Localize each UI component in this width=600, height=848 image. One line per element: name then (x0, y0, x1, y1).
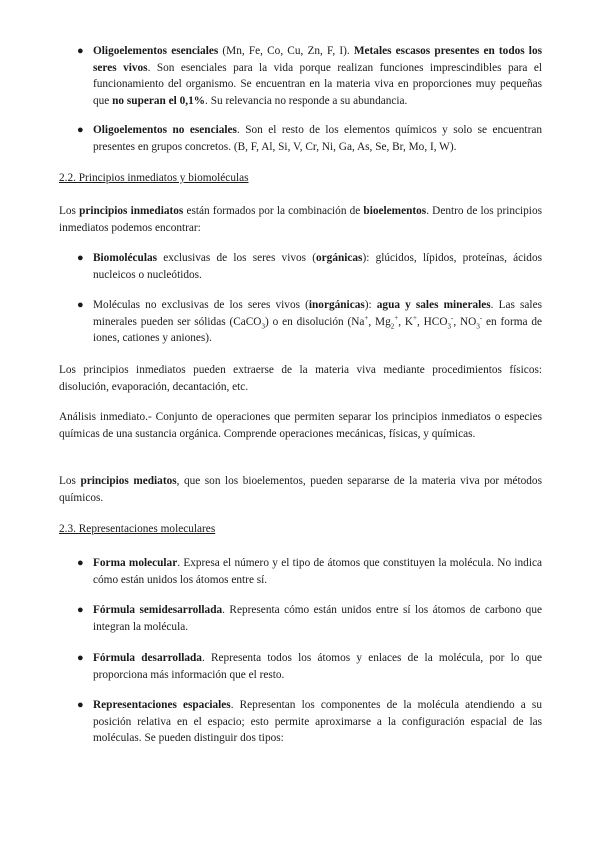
section-heading-2-3: 2.3. Representaciones moleculares (59, 523, 216, 535)
bullet-icon: ● (77, 45, 84, 57)
paragraph-intro-principios: Los principios inmediatos están formados por la combinación de bioelementos. Dentro de los principios inmediatos podemos encontrar: (59, 205, 542, 234)
list-item-representaciones-espaciales: ● Representaciones espaciales. Representan los componentes de la molécula atendiendo a su posición relativa en el espacio; esto permite aproximarse a la configuración espacial de las moléculas. Se pueden distinguir dos tipos: (77, 699, 542, 744)
list-item-biomoleculas: ● Biomoléculas exclusivas de los seres vivos (orgánicas): glúcidos, lípidos, proteínas, ácidos nucleicos o nucleótidos. (77, 252, 542, 281)
list-item-forma-molecular: ● Forma molecular. Expresa el número y el tipo de átomos que constituyen la molécula. No indica cómo están unidos los átomos entre sí. (77, 557, 543, 586)
paragraph-extraccion: Los principios inmediatos pueden extraerse de la materia viva mediante procedimientos físicos: disolución, evaporación, decantación, etc. (59, 364, 542, 393)
bullet-icon: ● (77, 557, 84, 569)
list-item-inorganicas: ● Moléculas no exclusivas de los seres vivos (inorgánicas): agua y sales minerales. Las sales minerales pueden ser sólidas (CaCO$_3$) o en disolución (Na+, $Mg_2^+$, K+, $HCO_3^-$, $NO_3^-$ en forma de iones, cationes y aniones). (77, 299, 543, 344)
bullet-icon: ● (77, 652, 84, 664)
list-item-formula-semidesarrollada: ● Fórmula semidesarrollada. Representa cómo están unidos entre sí los átomos de carbono que integran la molécula. (77, 604, 542, 633)
bullet-icon: ● (77, 299, 84, 311)
list-item-formula-desarrollada: ● Fórmula desarrollada. Representa todos los átomos y enlaces de la molécula, por lo que proporciona más información que el resto. (77, 652, 542, 681)
bullet-icon: ● (77, 124, 84, 136)
bullet-icon: ● (77, 604, 84, 616)
section-heading-2-2: 2.2. Principios inmediatos y biomoléculas (59, 172, 249, 184)
list-item-oligo-esenciales: ● Oligoelementos esenciales (Mn, Fe, Co, Cu, Zn, F, I). Metales escasos presentes en todos los seres vivos. Son esenciales para la vida porque realizan funciones imprescindibles para el funcionamiento del organismo. Se encuentran en la materia viva en proporciones muy pequeñas que no superan el 0,1%. Su relevancia no responde a su abundancia. (77, 45, 542, 107)
paragraph-principios-mediatos: Los principios mediatos, que son los bioelementos, pueden separarse de la materia viva por métodos químicos. (59, 475, 542, 504)
bullet-icon: ● (77, 699, 84, 711)
bullet-icon: ● (77, 252, 84, 264)
paragraph-analisis-inmediato: Análisis inmediato.- Conjunto de operaciones que permiten separar los principios inmediatos o especies químicas de una sustancia orgánica. Comprende operaciones mecánicas, físicas, y químicas. (59, 411, 542, 440)
list-item-oligo-no-esenciales: ● Oligoelementos no esenciales. Son el resto de los elementos químicos y solo se encuentran presentes en grupos concretos. (B, F, Al, Si, V, Cr, Ni, Ga, As, Se, Br, Mo, I, W). (77, 124, 542, 153)
